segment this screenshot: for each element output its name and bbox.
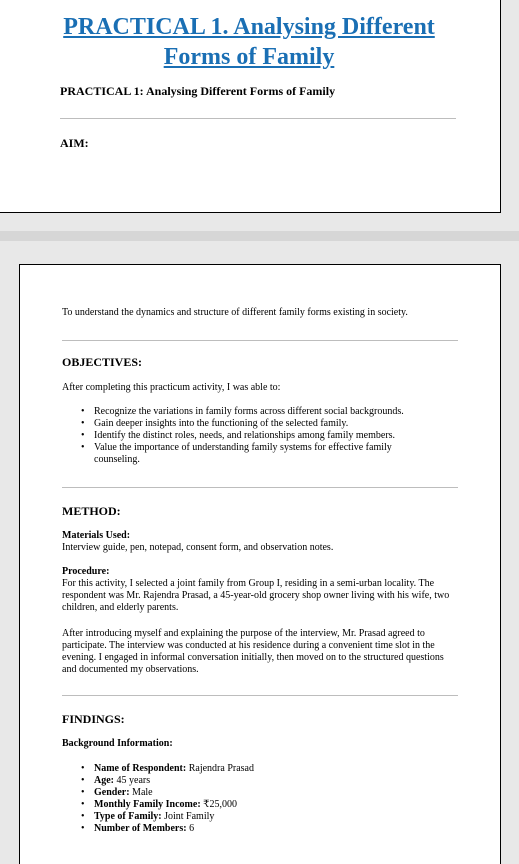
list-item bbox=[94, 811, 460, 823]
field-value: Rajendra Prasad bbox=[186, 763, 254, 774]
list-item bbox=[94, 763, 460, 775]
page-gap bbox=[0, 231, 519, 241]
title-line-2: Forms of Family bbox=[163, 44, 335, 70]
background-label: Background Information: bbox=[62, 738, 173, 749]
procedure-paragraph-1: For this activity, I selected a joint family from Group I, residing in a semi-urban locality. The respondent was Mr. Rajendra Prasad, a 45-year-old grocery shop owner living with his wife, two children, and elderly parents. bbox=[62, 578, 450, 613]
document-page-2 bbox=[19, 264, 501, 864]
objectives-heading: OBJECTIVES: bbox=[62, 355, 143, 369]
list-item: • Identify the distinct roles, needs, and relationships among family members. bbox=[94, 430, 432, 442]
aim-heading: AIM: bbox=[60, 136, 89, 150]
aim-text: To understand the dynamics and structure of different family forms existing in society. bbox=[62, 307, 408, 318]
field-value: 45 years bbox=[114, 775, 151, 786]
materials-text: Interview guide, pen, notepad, consent form, and observation notes. bbox=[62, 542, 334, 553]
procedure-paragraph-2: After introducing myself and explaining the purpose of the interview, Mr. Prasad agreed to participate. The interview was conducted at his residence during a convenient time slot in the evening. I engaged in informal conversation initially, then moved on to the structured questions and documented my observations. bbox=[62, 628, 444, 675]
divider bbox=[62, 340, 458, 341]
divider bbox=[62, 695, 458, 696]
divider bbox=[60, 118, 456, 119]
divider bbox=[62, 487, 458, 488]
findings-heading: FINDINGS: bbox=[62, 712, 125, 726]
field-label: Age: bbox=[94, 775, 114, 786]
list-item bbox=[94, 823, 460, 835]
list-item: • Recognize the variations in family forms across different social backgrounds. bbox=[94, 406, 432, 418]
field-value: ₹25,000 bbox=[200, 799, 238, 810]
field-value: 6 bbox=[186, 823, 195, 834]
method-heading: METHOD: bbox=[62, 504, 121, 518]
list-item bbox=[94, 787, 460, 799]
field-label: Number of Members: bbox=[94, 823, 187, 834]
background-list bbox=[62, 763, 460, 835]
objectives-list bbox=[62, 406, 432, 466]
field-value: Joint Family bbox=[161, 811, 215, 822]
objectives-intro: After completing this practicum activity, I was able to: bbox=[62, 382, 281, 393]
document-page-1 bbox=[0, 0, 501, 213]
field-label: Gender: bbox=[94, 787, 130, 798]
materials-label: Materials Used: bbox=[62, 530, 131, 541]
title-line-1: PRACTICAL 1. Analysing Different bbox=[63, 14, 435, 40]
list-item: • Gain deeper insights into the functioning of the selected family. bbox=[94, 418, 432, 430]
procedure-label: Procedure: bbox=[62, 566, 110, 577]
list-item: • Value the importance of understanding family systems for effective family counseling. bbox=[94, 442, 432, 466]
field-label: Type of Family: bbox=[94, 811, 162, 822]
practical-subtitle: PRACTICAL 1: Analysing Different Forms of Family bbox=[60, 84, 336, 98]
document-title bbox=[0, 12, 500, 72]
field-label: Name of Respondent: bbox=[94, 763, 187, 774]
field-label: Monthly Family Income: bbox=[94, 799, 201, 810]
list-item bbox=[94, 799, 460, 811]
list-item bbox=[94, 775, 460, 787]
field-value: Male bbox=[129, 787, 153, 798]
